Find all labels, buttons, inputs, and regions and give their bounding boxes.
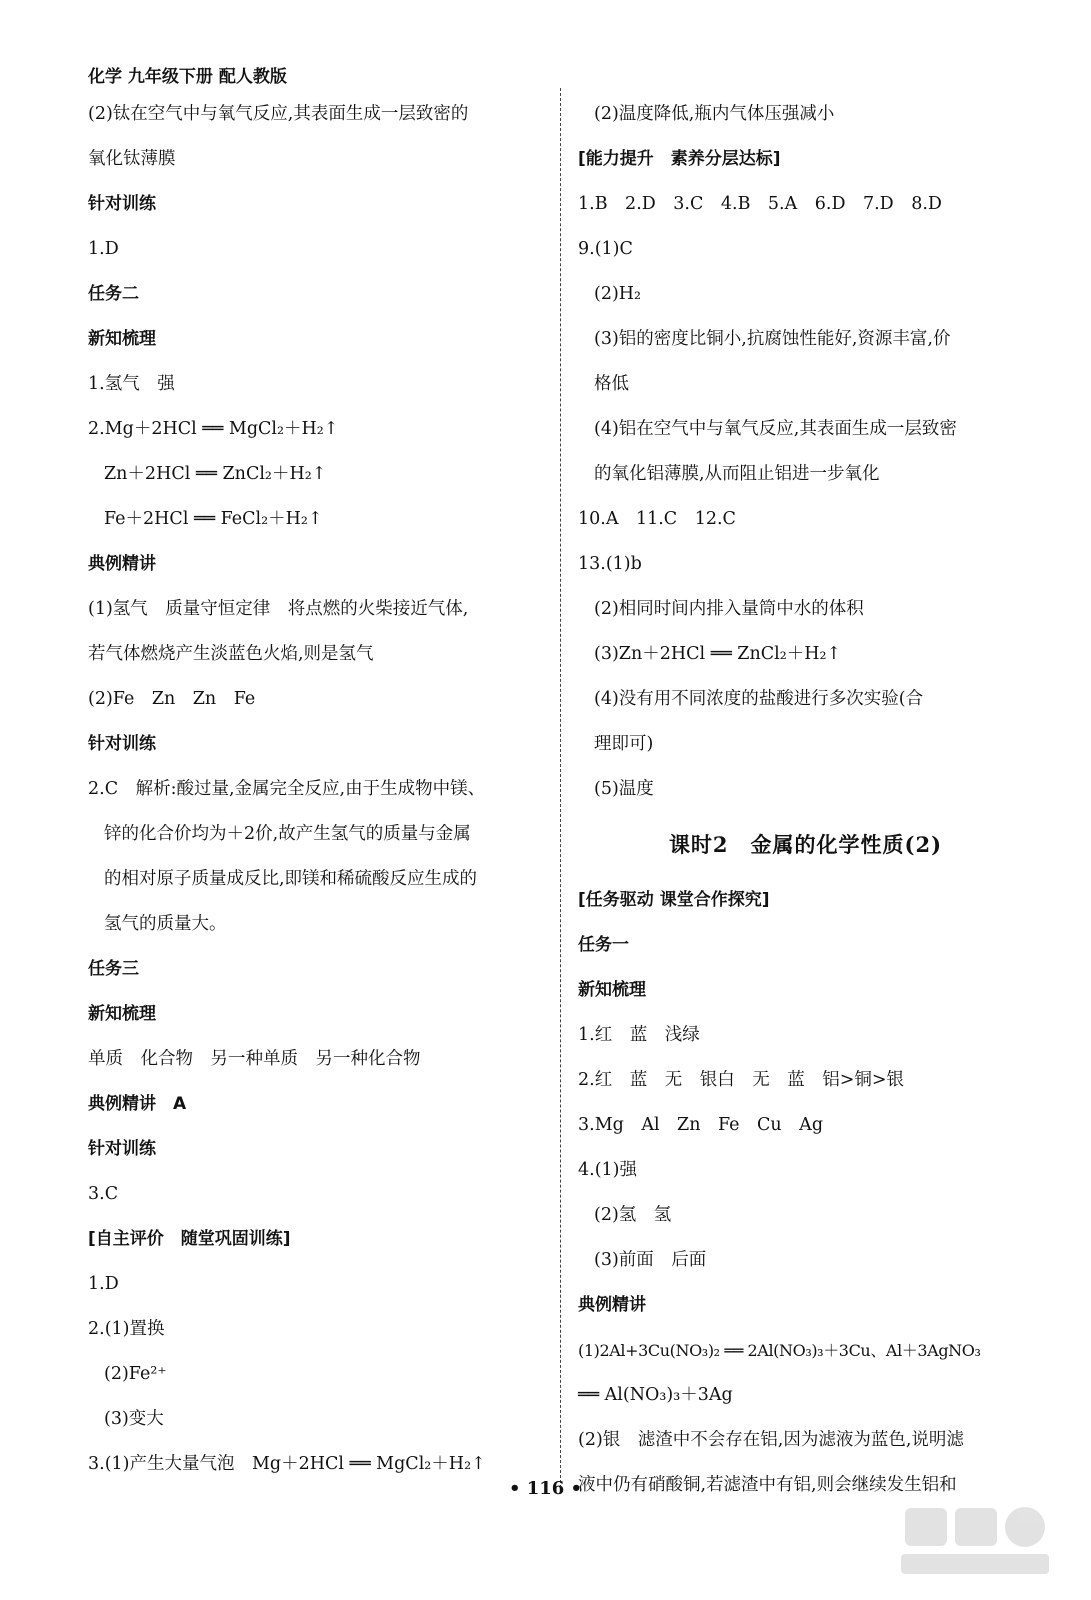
left-line: 1.D xyxy=(88,239,119,259)
left-line: 典例精讲 A xyxy=(88,1094,187,1114)
right-line: 新知梳理 xyxy=(578,980,646,1000)
left-column xyxy=(88,92,543,1487)
right-line: 1.红 蓝 浅绿 xyxy=(578,1025,700,1045)
right-line: 10.A 11.C 12.C xyxy=(578,509,736,529)
left-line: 3.(1)产生大量气泡 Mg＋2HCl ══ MgCl₂＋H₂↑ xyxy=(88,1454,486,1474)
left-line: (2)钛在空气中与氧气反应,其表面生成一层致密的 xyxy=(88,104,469,124)
left-line: 锌的化合价均为＋2价,故产生氢气的质量与金属 xyxy=(104,824,471,844)
left-line: (1)氢气 质量守恒定律 将点燃的火柴接近气体, xyxy=(88,599,469,619)
left-line: 1.D xyxy=(88,1274,119,1294)
left-line: 2.C 解析:酸过量,金属完全反应,由于生成物中镁、 xyxy=(88,779,486,799)
left-line: Zn＋2HCl ══ ZnCl₂＋H₂↑ xyxy=(104,464,327,484)
right-line: ══ Al(NO₃)₃＋3Ag xyxy=(578,1385,733,1405)
left-line: 1.氢气 强 xyxy=(88,374,175,394)
right-line: (2)银 滤渣中不会存在铝,因为滤液为蓝色,说明滤 xyxy=(578,1430,964,1450)
left-line: 氧化钛薄膜 xyxy=(88,149,176,169)
right-line: 3.Mg Al Zn Fe Cu Ag xyxy=(578,1115,824,1135)
right-line: 典例精讲 xyxy=(578,1295,646,1315)
right-column xyxy=(578,92,1033,1508)
left-line: 单质 化合物 另一种单质 另一种化合物 xyxy=(88,1049,421,1069)
right-line: (5)温度 xyxy=(594,779,654,799)
right-line: (3)前面 后面 xyxy=(594,1250,707,1270)
right-line: (4)铝在空气中与氧气反应,其表面生成一层致密 xyxy=(594,419,957,439)
left-line: 2.(1)置换 xyxy=(88,1319,165,1339)
left-line: Fe＋2HCl ══ FeCl₂＋H₂↑ xyxy=(104,509,323,529)
right-line: (4)没有用不同浓度的盐酸进行多次实验(合 xyxy=(594,689,924,709)
right-line: 格低 xyxy=(594,374,629,394)
watermark-logo xyxy=(895,1500,1055,1580)
left-line: 3.C xyxy=(88,1184,119,1204)
right-line: (2)H₂ xyxy=(594,284,642,304)
page-header: 化学 九年级下册 配人教版 xyxy=(88,67,287,87)
left-line: 新知梳理 xyxy=(88,1004,156,1024)
left-line: [自主评价 随堂巩固训练] xyxy=(88,1229,291,1249)
right-line: (2)温度降低,瓶内气体压强减小 xyxy=(594,104,835,124)
right-line: (3)Zn＋2HCl ══ ZnCl₂＋H₂↑ xyxy=(594,644,842,664)
left-line: 针对训练 xyxy=(88,734,156,754)
left-line: 典例精讲 xyxy=(88,554,156,574)
left-line: 针对训练 xyxy=(88,194,156,214)
left-line: 2.Mg＋2HCl ══ MgCl₂＋H₂↑ xyxy=(88,419,339,439)
right-line: [任务驱动 课堂合作探究] xyxy=(578,890,770,910)
left-line: (3)变大 xyxy=(104,1409,164,1429)
left-line: 针对训练 xyxy=(88,1139,156,1159)
left-line: 任务二 xyxy=(88,284,139,304)
right-line: 1.B 2.D 3.C 4.B 5.A 6.D 7.D 8.D xyxy=(578,194,942,214)
right-line: 液中仍有硝酸铜,若滤渣中有铝,则会继续发生铝和 xyxy=(578,1475,957,1495)
left-line: 新知梳理 xyxy=(88,329,156,349)
column-divider xyxy=(560,88,561,1488)
left-line: 任务三 xyxy=(88,959,139,979)
left-line: 的相对原子质量成反比,即镁和稀硫酸反应生成的 xyxy=(104,869,478,889)
left-line: 氢气的质量大。 xyxy=(104,914,227,934)
right-line: (2)相同时间内排入量筒中水的体积 xyxy=(594,599,864,619)
right-line: 2.红 蓝 无 银白 无 蓝 铝>铜>银 xyxy=(578,1070,905,1090)
page-number: • 116 • xyxy=(508,1478,583,1499)
right-line: (1)2Al+3Cu(NO₃)₂ ══ 2Al(NO₃)₃＋3Cu、Al＋3AgNO₃ xyxy=(578,1341,981,1360)
right-line: (3)铝的密度比铜小,抗腐蚀性能好,资源丰富,价 xyxy=(594,329,951,349)
left-line: 若气体燃烧产生淡蓝色火焰,则是氢气 xyxy=(88,644,374,664)
left-line: (2)Fe Zn Zn Fe xyxy=(88,689,256,709)
right-line: (2)氢 氢 xyxy=(594,1205,672,1225)
left-line: (2)Fe²⁺ xyxy=(104,1364,167,1384)
right-line: 4.(1)强 xyxy=(578,1160,637,1180)
right-line: 课时2 金属的化学性质(2) xyxy=(668,832,943,857)
right-line: 9.(1)C xyxy=(578,239,633,259)
right-line: 的氧化铝薄膜,从而阻止铝进一步氧化 xyxy=(594,464,880,484)
right-line: 理即可) xyxy=(594,734,654,754)
right-line: 任务一 xyxy=(578,935,629,955)
right-line: [能力提升 素养分层达标] xyxy=(578,149,781,169)
right-line: 13.(1)b xyxy=(578,554,642,574)
